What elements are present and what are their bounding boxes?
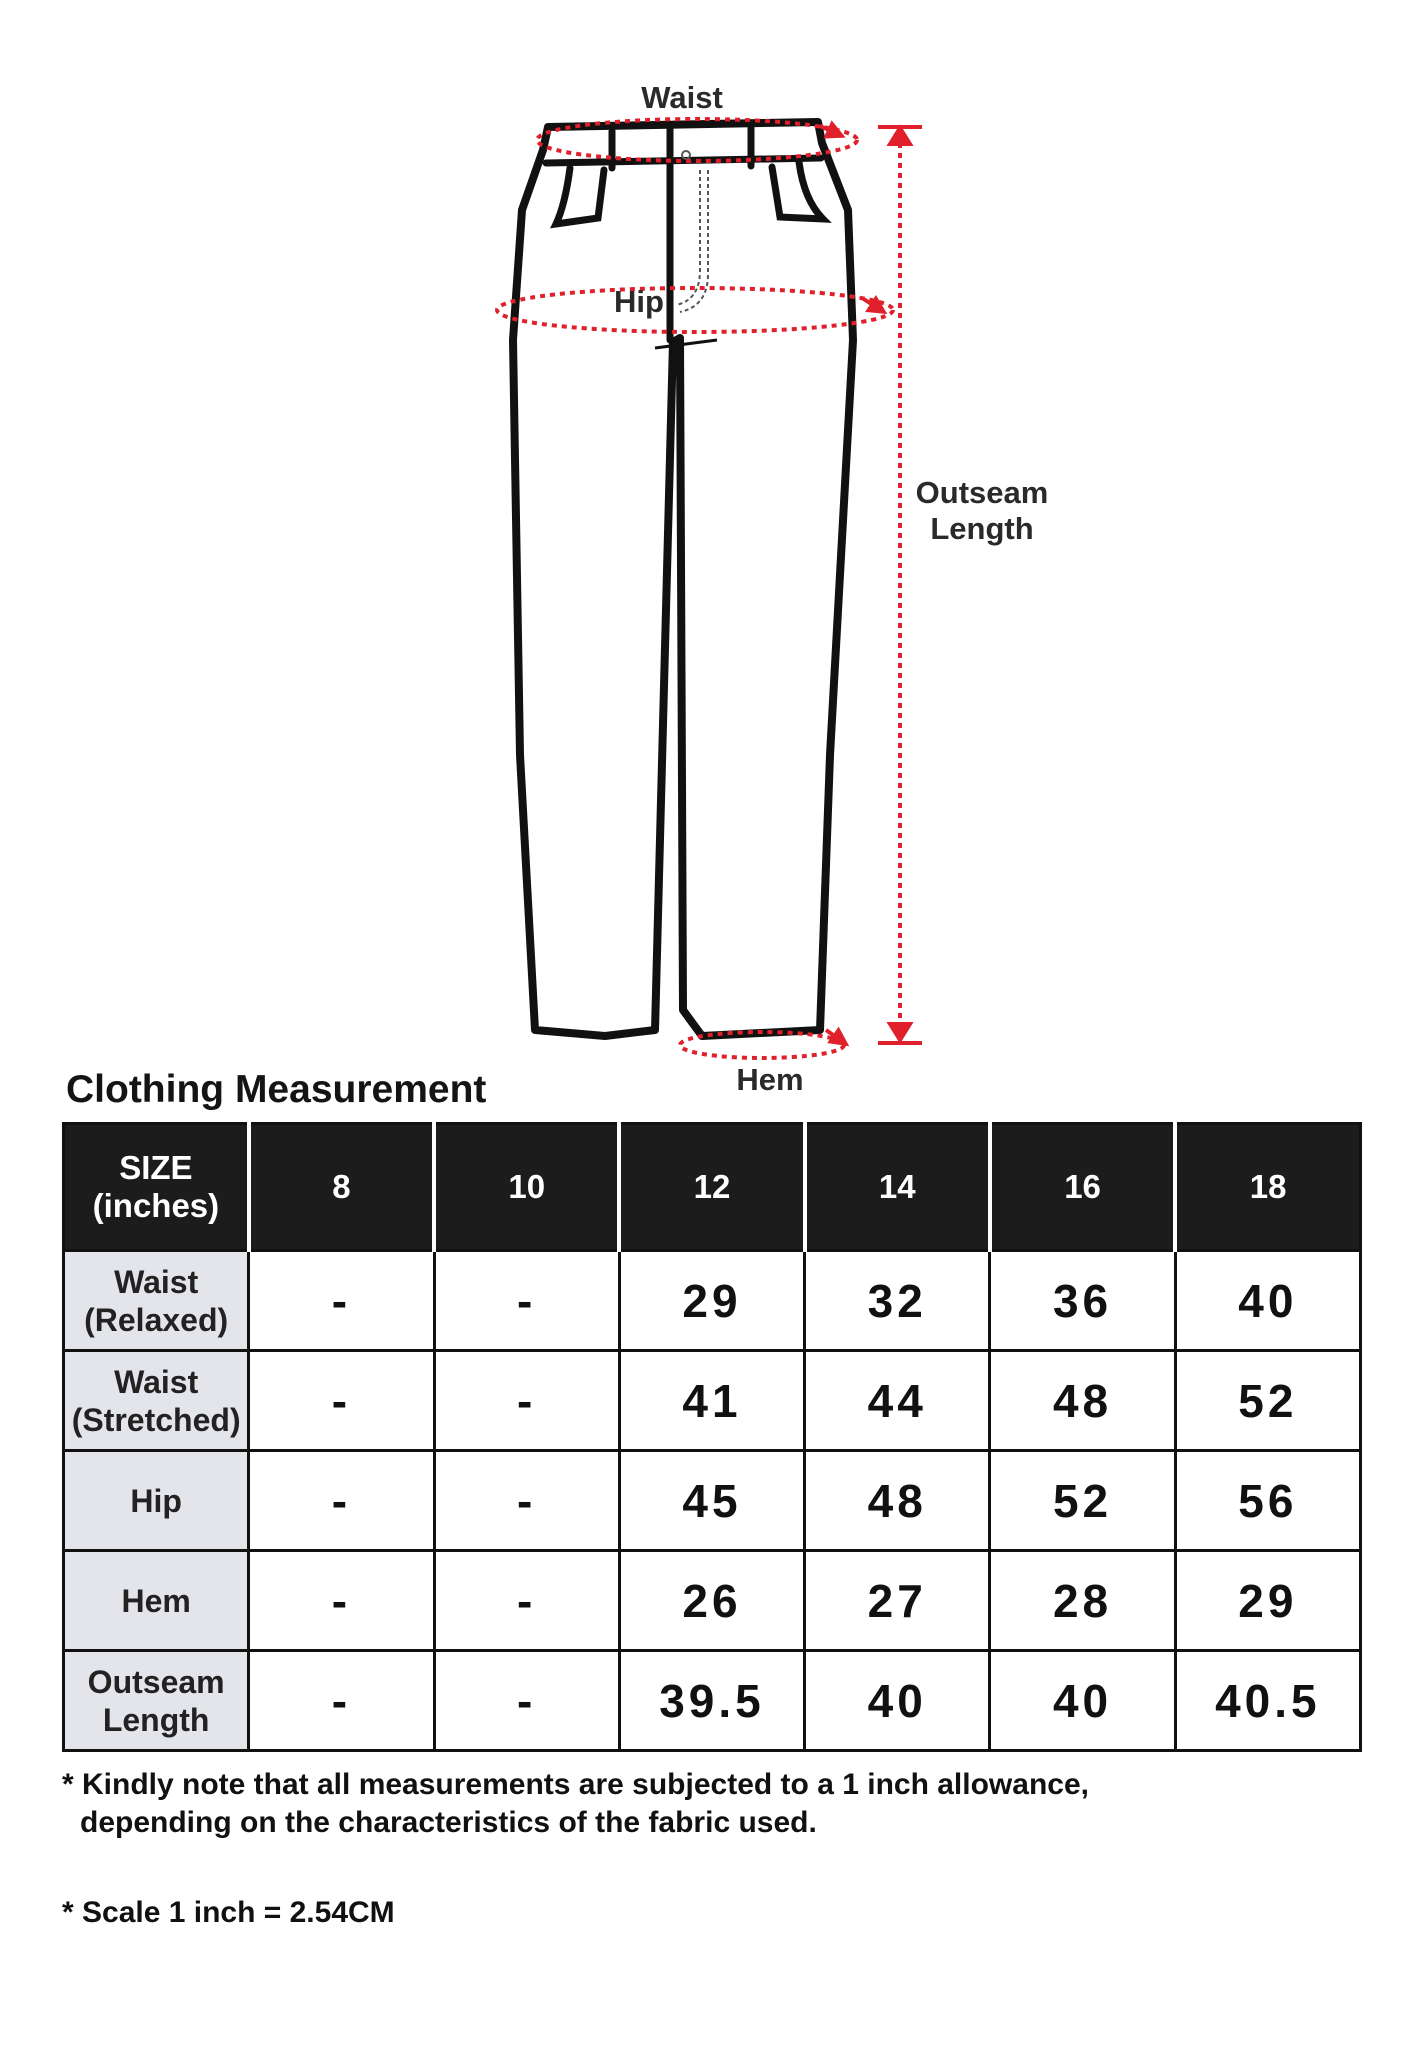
table-cell: - xyxy=(434,1251,619,1351)
table-cell: 52 xyxy=(990,1451,1175,1551)
table-cell: 40.5 xyxy=(1175,1651,1360,1751)
table-cell: 48 xyxy=(990,1351,1175,1451)
row-label-line1: Hip xyxy=(130,1482,182,1519)
table-cell: 29 xyxy=(1175,1551,1360,1651)
size-col-header: 8 xyxy=(249,1124,434,1251)
header-row xyxy=(64,1124,1361,1251)
outseam-label-line1: Outseam xyxy=(915,475,1049,510)
table-cell: 48 xyxy=(805,1451,990,1551)
hem-label: Hem xyxy=(736,1062,804,1097)
table-cell: 41 xyxy=(619,1351,804,1451)
row-label xyxy=(64,1251,249,1351)
table-cell: - xyxy=(434,1651,619,1751)
allowance-note-line2: depending on the characteristics of the fabric used. xyxy=(80,1806,817,1839)
table-cell: - xyxy=(249,1551,434,1651)
table-cell: - xyxy=(434,1551,619,1651)
size-col-header: 18 xyxy=(1175,1124,1360,1251)
row-label-line2: Length xyxy=(102,1701,210,1738)
table-cell: - xyxy=(249,1451,434,1551)
table-row xyxy=(64,1451,1361,1551)
scale-note: * Scale 1 inch = 2.54CM xyxy=(62,1896,395,1929)
table-cell: - xyxy=(249,1651,434,1751)
table-cell: - xyxy=(249,1351,434,1451)
size-col-header: 14 xyxy=(805,1124,990,1251)
size-header-line2: (inches) xyxy=(92,1187,220,1224)
size-col-header: 16 xyxy=(990,1124,1175,1251)
pants-outline xyxy=(513,122,853,1036)
row-label-line1: Waist xyxy=(114,1363,199,1400)
table-cell: 40 xyxy=(990,1651,1175,1751)
table-cell: 40 xyxy=(805,1651,990,1751)
waist-label: Waist xyxy=(641,80,723,115)
row-label-line1: Hem xyxy=(121,1582,191,1619)
size-header-line1: SIZE xyxy=(119,1149,193,1186)
row-label-line1: Waist xyxy=(114,1263,199,1300)
table-row xyxy=(64,1251,1361,1351)
table-cell: 56 xyxy=(1175,1451,1360,1551)
row-label xyxy=(64,1551,249,1651)
size-chart-table xyxy=(62,1122,1362,1752)
table-row xyxy=(64,1651,1361,1751)
row-label xyxy=(64,1651,249,1751)
row-label xyxy=(64,1351,249,1451)
table-cell: 27 xyxy=(805,1551,990,1651)
table-cell: 44 xyxy=(805,1351,990,1451)
size-col-header: 12 xyxy=(619,1124,804,1251)
table-cell: 26 xyxy=(619,1551,804,1651)
section-title: Clothing Measurement xyxy=(66,1068,487,1111)
size-col-header: 10 xyxy=(434,1124,619,1251)
row-label-line1: Outseam xyxy=(87,1663,225,1700)
table-cell: 36 xyxy=(990,1251,1175,1351)
row-label-line2: (Stretched) xyxy=(71,1401,241,1438)
allowance-note-line1: * Kindly note that all measurements are subjected to a 1 inch allowance, xyxy=(62,1768,1089,1801)
table-cell: 40 xyxy=(1175,1251,1360,1351)
row-label-line2: (Relaxed) xyxy=(84,1301,229,1338)
table-cell: 39.5 xyxy=(619,1651,804,1751)
outseam-length-label xyxy=(902,475,1062,547)
table-cell: 52 xyxy=(1175,1351,1360,1451)
table-row xyxy=(64,1351,1361,1451)
table-cell: 32 xyxy=(805,1251,990,1351)
table-cell: 29 xyxy=(619,1251,804,1351)
table-row xyxy=(64,1551,1361,1651)
row-label xyxy=(64,1451,249,1551)
hip-label: Hip xyxy=(614,284,664,319)
table-cell: - xyxy=(434,1451,619,1551)
table-cell: 45 xyxy=(619,1451,804,1551)
table-cell: 28 xyxy=(990,1551,1175,1651)
table-cell: - xyxy=(249,1251,434,1351)
size-header-cell xyxy=(64,1124,249,1251)
outseam-label-line2: Length xyxy=(930,511,1034,546)
table-cell: - xyxy=(434,1351,619,1451)
